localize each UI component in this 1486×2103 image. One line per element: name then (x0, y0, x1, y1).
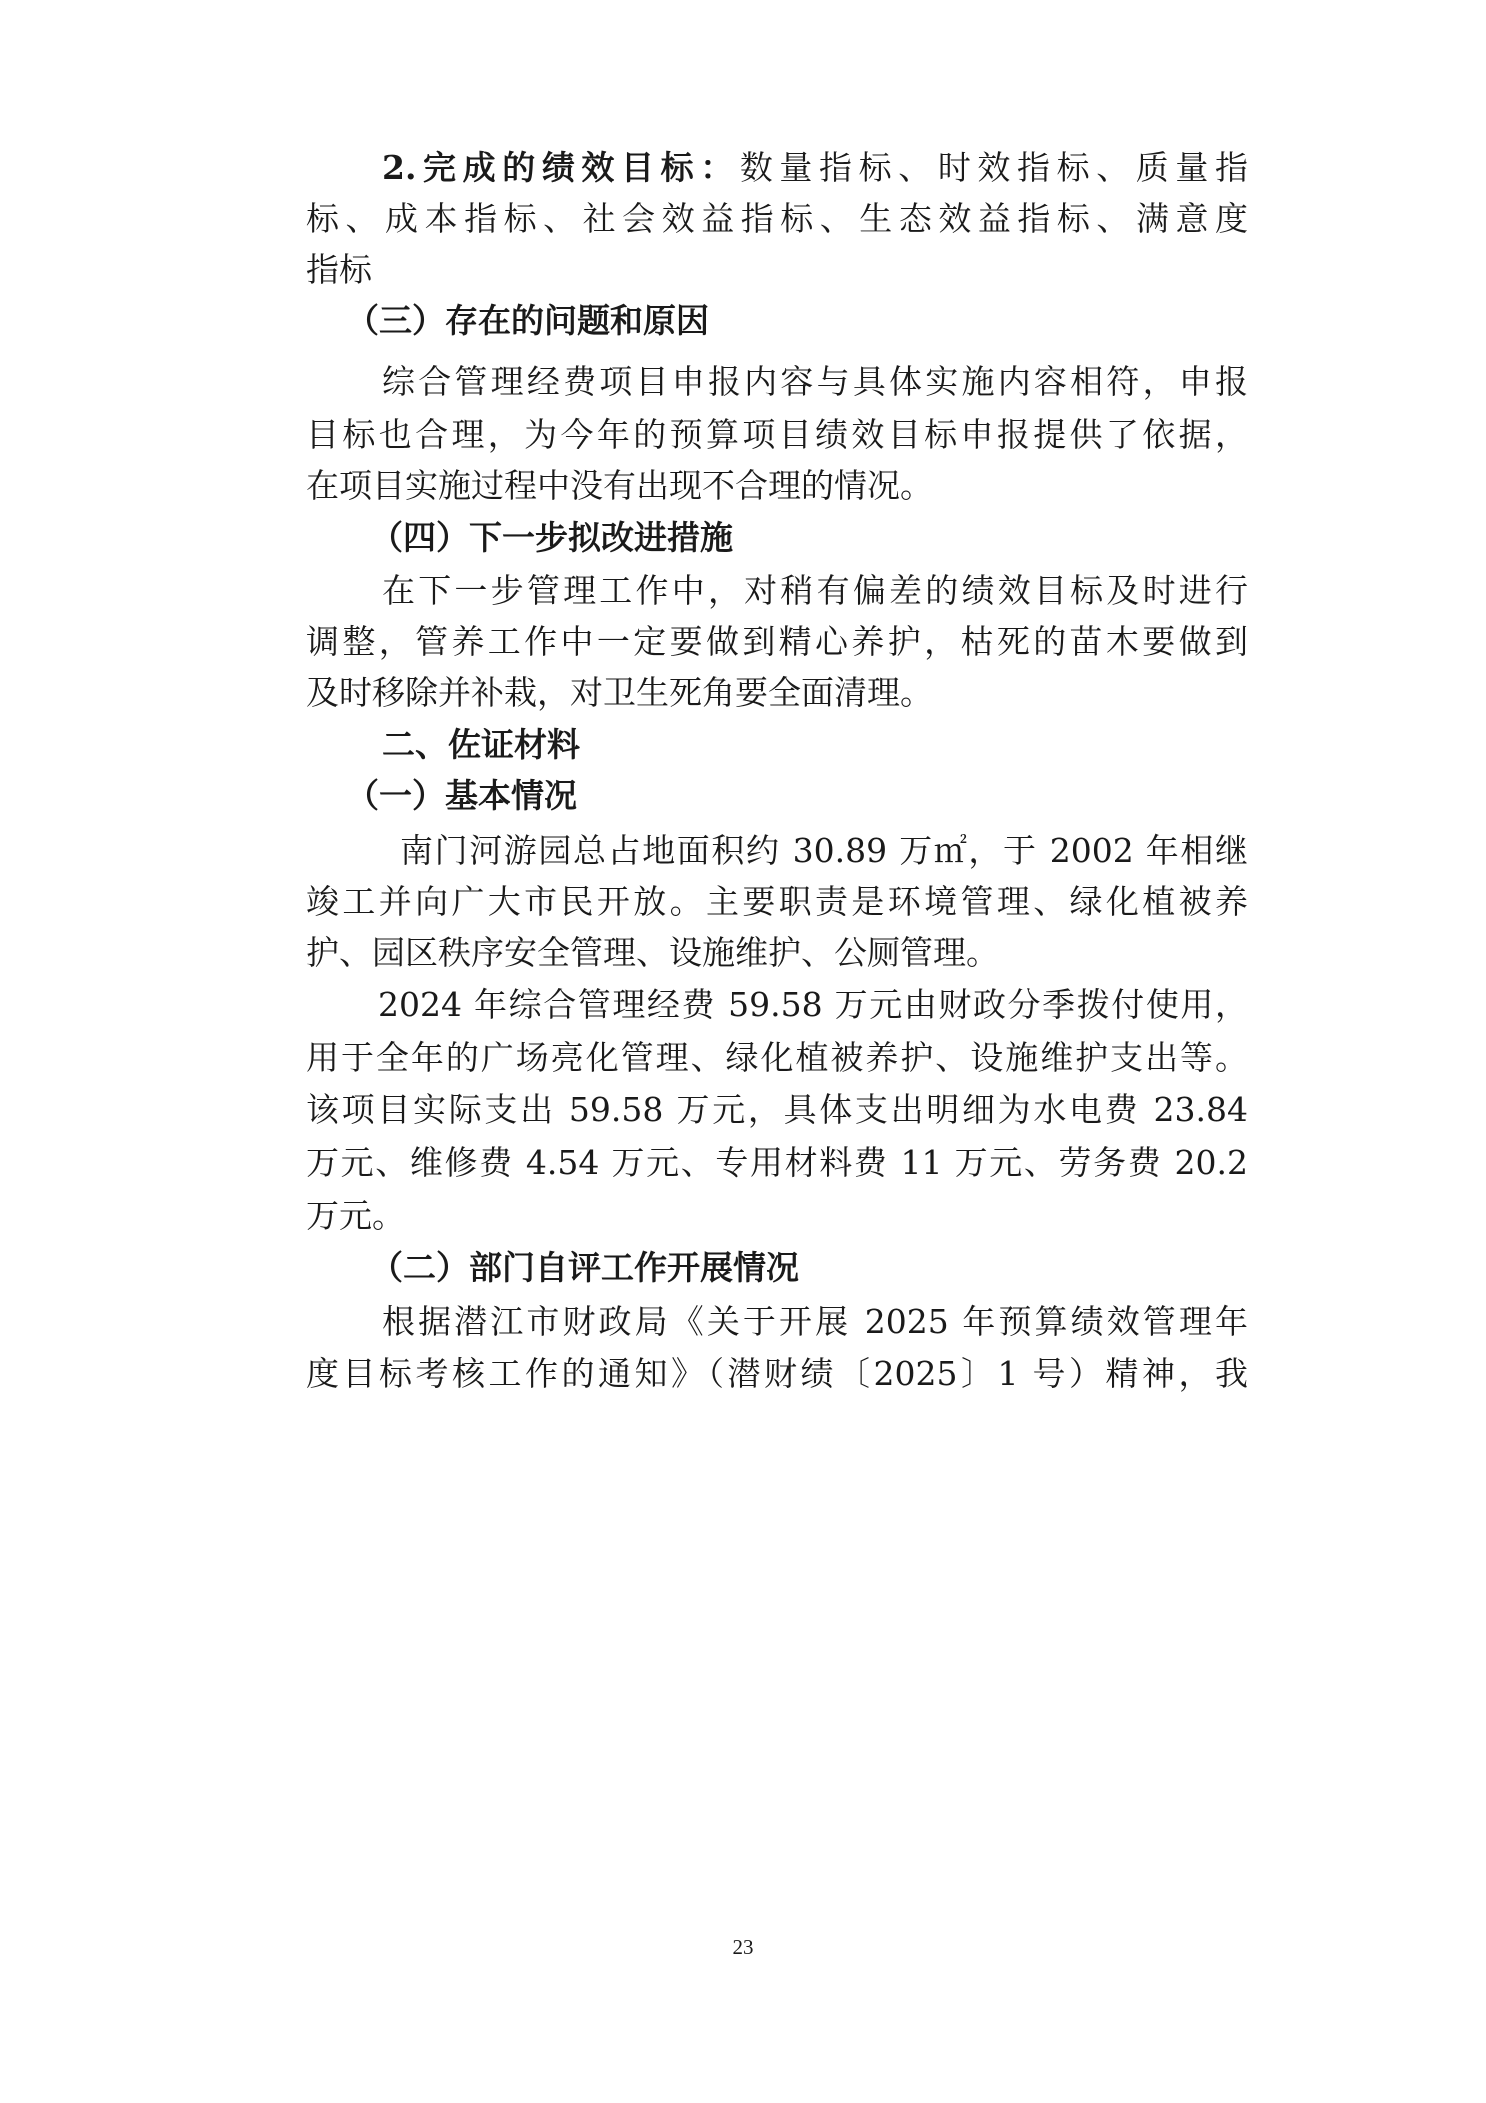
section-3-line-1: 综合管理经费项目申报内容与具体实施内容相符，申报 (382, 362, 1248, 401)
page-number: 23 (732, 1935, 754, 1959)
self-eval-heading: （二）部门自评工作开展情况 (370, 1248, 799, 1287)
section-3-heading: （三）存在的问题和原因 (346, 301, 709, 340)
basic-para2-line-4: 万元、维修费 4.54 万元、专用材料费 11 万元、劳务费 20.2 (306, 1143, 1248, 1182)
section-3-line-3: 在项目实施过程中没有出现不合理的情况。 (306, 466, 933, 505)
section-2-text: 数量指标、时效指标、质量指 (739, 148, 1248, 187)
section-2-line-3: 指标 (306, 250, 372, 289)
section-2-label: 2.完成的绩效目标： (382, 148, 740, 187)
basic-para1-line-1: 南门河游园总占地面积约 30.89 万㎡，于 2002 年相继 (400, 831, 1248, 870)
section-3-line-2: 目标也合理，为今年的预算项目绩效目标申报提供了依据， (306, 415, 1248, 454)
basic-para2-line-1: 2024 年综合管理经费 59.58 万元由财政分季拨付使用， (378, 985, 1248, 1024)
basic-heading: （一）基本情况 (346, 776, 577, 815)
section-4-line-1: 在下一步管理工作中，对稍有偏差的绩效目标及时进行 (382, 571, 1248, 610)
section-2-line-1 (382, 148, 1248, 188)
basic-para2-line-3: 该项目实际支出 59.58 万元，具体支出明细为水电费 23.84 (306, 1090, 1248, 1129)
self-eval-line-2: 度目标考核工作的通知》（潜财绩〔2025〕1 号）精神，我 (306, 1354, 1248, 1393)
section-4-line-2: 调整，管养工作中一定要做到精心养护，枯死的苗木要做到 (306, 622, 1248, 661)
self-eval-line-1: 根据潜江市财政局《关于开展 2025 年预算绩效管理年 (382, 1302, 1248, 1341)
section-4-line-3: 及时移除并补栽，对卫生死角要全面清理。 (306, 673, 933, 712)
basic-para1-line-3: 护、园区秩序安全管理、设施维护、公厕管理。 (306, 933, 999, 972)
section-4-heading: （四）下一步拟改进措施 (370, 518, 733, 557)
part-2-heading: 二、佐证材料 (382, 725, 580, 764)
basic-para1-line-2: 竣工并向广大市民开放。主要职责是环境管理、绿化植被养 (306, 882, 1248, 921)
basic-para2-line-5: 万元。 (306, 1196, 405, 1235)
section-2-line-2: 标、成本指标、社会效益指标、生态效益指标、满意度 (306, 199, 1248, 238)
basic-para2-line-2: 用于全年的广场亮化管理、绿化植被养护、设施维护支出等。 (306, 1038, 1248, 1077)
